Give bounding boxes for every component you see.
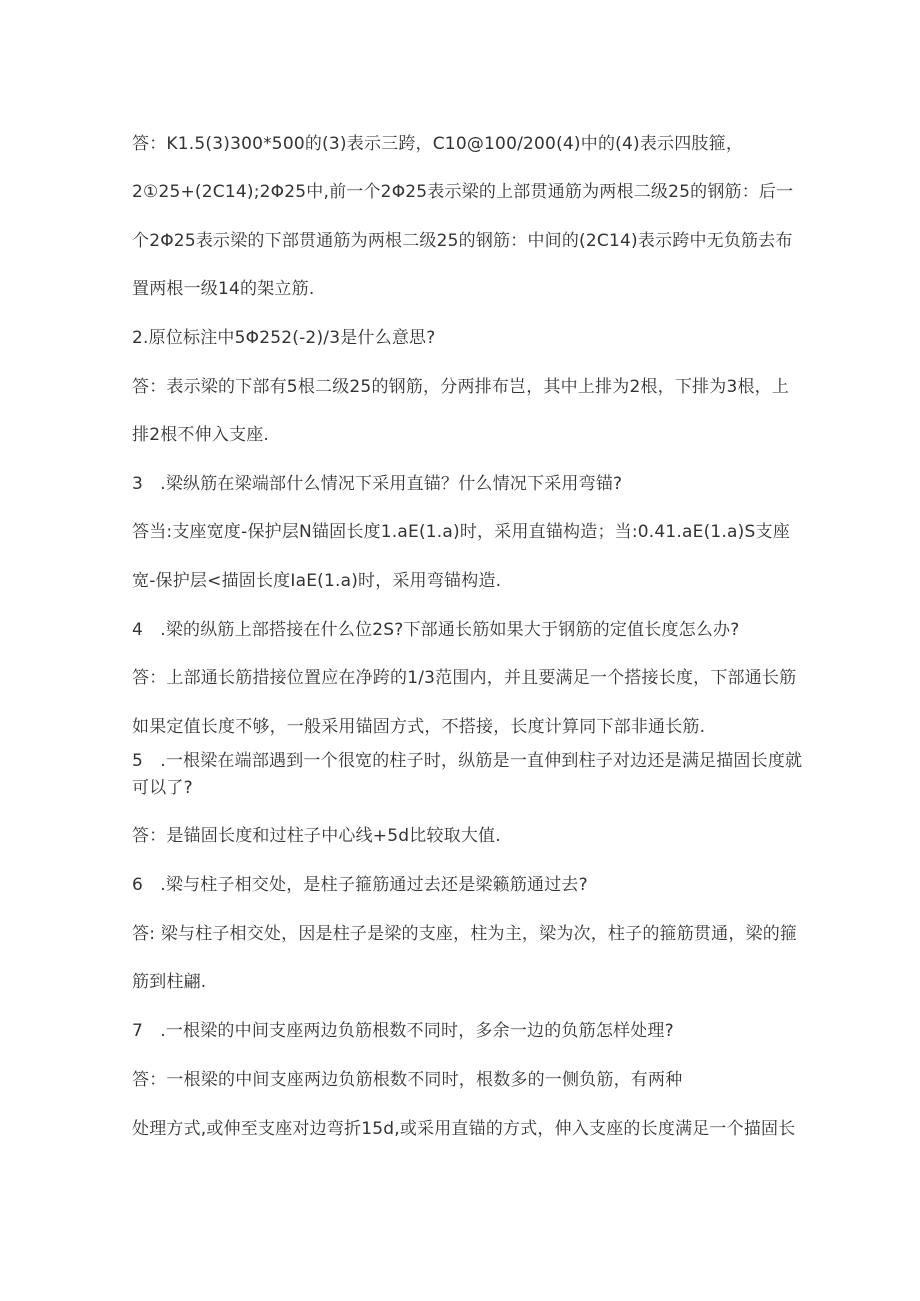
- answer-6-line-2: 筋到柱翩.: [132, 972, 207, 992]
- question-5-line-1: 5 .一根梁在端部遇到一个很宽的柱子时，纵筋是一直伸到柱子对边还是满足描固长度就: [132, 751, 803, 771]
- answer-1-line-2: 2①25+(2C14);2Φ25中,前一个2Φ25表示梁的上部贯通筋为两根二级25的钢筋：后一: [132, 182, 794, 202]
- answer-7-line-2: 处理方式,或伸至支座对边弯折15d,或采用直锚的方式，伸入支座的长度满足一个描固长: [132, 1119, 796, 1139]
- answer-4-line-2: 如果定值长度不够，一般采用锚固方式，不搭接，长度计算同下部非通长筋.: [132, 717, 706, 737]
- answer-1-line-1: 答：K1.5(3)300*500的(3)表示三跨，C10@100/200(4)中的(4)表示四肢箍，: [132, 134, 744, 154]
- question-5-line-2: 可以了?: [132, 778, 193, 798]
- answer-7-line-1: 答：一根梁的中间支座两边负筋根数不同时，根数多的一侧负筋，有两种: [132, 1070, 683, 1090]
- question-3: 3 .梁纵筋在梁端部什么情况下采用直锚？什么情况下采用弯锚?: [132, 474, 623, 494]
- answer-6-line-1: 答: 梁与柱子相交处，因是柱子是梁的支座，柱为主，梁为次，柱子的箍筋贯通，梁的箍: [132, 924, 798, 944]
- answer-1-line-4: 置两根一级14的架立筋.: [132, 279, 315, 299]
- answer-3-line-2: 宽-保护层<描固长度IaE(1.a)时，采用弯锚构造.: [132, 571, 502, 591]
- answer-3-line-1: 答当:支座宽度-保护层N锚固长度1.aE(1.a)时，采用直锚构造；当:0.41.aE(1.a)S支座: [132, 522, 790, 542]
- question-4: 4 .梁的纵筋上部搭接在什么位2S?下部通长筋如果大于钢筋的定值长度怎么办?: [132, 620, 740, 640]
- question-7: 7 .一根梁的中间支座两边负筋根数不同时，多余一边的负筋怎样处理?: [132, 1021, 674, 1041]
- answer-2-line-2: 排2根不伸入支座.: [132, 425, 270, 445]
- answer-2-line-1: 答：表示梁的下部有5根二级25的钢筋，分两排布岂，其中上排为2根，下排为3根，上: [132, 377, 790, 397]
- question-6: 6 .梁与柱子相交处，是柱子箍筋通过去还是梁籁筋通过去?: [132, 875, 588, 895]
- answer-4-line-1: 答：上部通长筋措接位置应在净跨的1/3范围内，并且要满足一个搭接长度，下部通长筋: [132, 668, 797, 688]
- question-2: 2.原位标注中5Φ252(-2)/3是什么意思?: [132, 328, 436, 348]
- answer-5: 答：是锚固长度和过柱子中心线+5d比较取大值.: [132, 826, 501, 846]
- answer-1-line-3: 个2Φ25表示梁的下部贯通筋为两根二级25的钢筋：中间的(2C14)表示跨中无负筋去布: [132, 231, 793, 251]
